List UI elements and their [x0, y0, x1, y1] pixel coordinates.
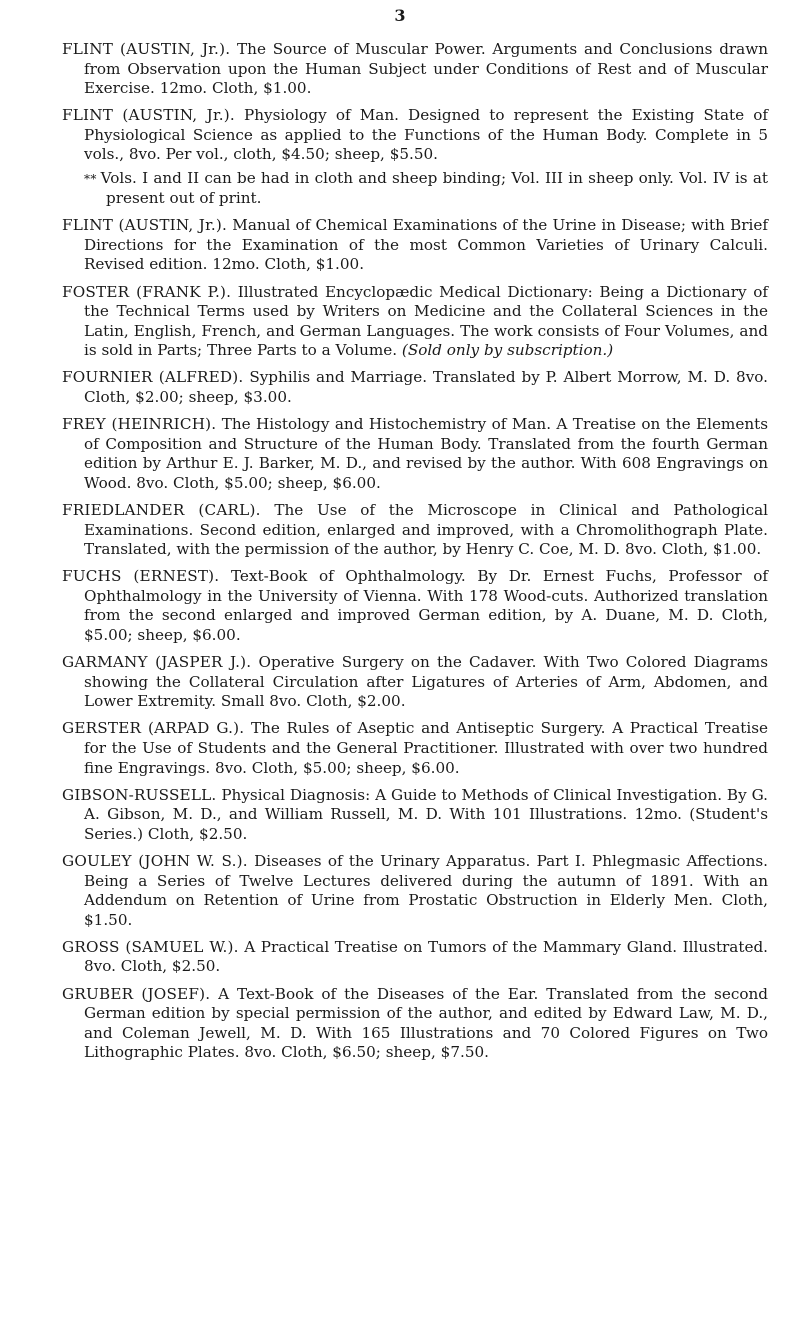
entry-author: FOSTER (FRANK P.).: [62, 282, 232, 301]
page-number: 3: [394, 6, 406, 25]
catalog-entry: [62, 567, 768, 645]
entry-text: The Source of Muscular Power. Arguments and Conclusions drawn from Observation upon the Human Subject under Conditions of Rest and of Muscular Exercise. 12mo. Cloth, $1.00.: [84, 40, 769, 98]
entry-text: Physical Diagnosis: A Guide to Methods of Clinical Investigation. By G. A. Gibson, M. D., and William Russell, M. D. With 101 Illustrations. 12mo. (Student's Series.) Cloth, $2.50.: [84, 785, 768, 843]
entry-author: GROSS (SAMUEL W.).: [62, 937, 239, 956]
catalog-entry: [62, 985, 768, 1063]
catalog-entry: [62, 415, 768, 493]
entry-text: The Rules of Aseptic and Antiseptic Surgery. A Practical Treatise for the Use of Students and the General Practitioner. Illustrated with over two hundred fine Engravings. 8vo. Cloth, $5.00; sheep, $6.00.: [84, 719, 768, 777]
entry-text: Diseases of the Urinary Apparatus. Part I. Phlegmasic Affections. Being a Series of Twelve Lectures delivered during the autumn of 1891. With an Addendum on Retention of Urine from Prostatic Obstruction in Elderly Men. Cloth, $1.50.: [84, 851, 768, 929]
entry-author: FRIEDLANDER (CARL).: [62, 500, 261, 519]
entry-italic-note: (Sold only by subscription.): [401, 341, 614, 360]
catalog-entry: [62, 938, 768, 977]
catalog-entry: [62, 786, 768, 845]
entry-author: FLINT (AUSTIN, Jr.).: [62, 106, 235, 125]
catalog-entry: [62, 852, 768, 930]
entry-author: FLINT (AUSTIN, Jr.).: [62, 40, 231, 58]
catalog-entry: [62, 653, 768, 712]
catalog-entry: [62, 719, 768, 778]
entry-text: Syphilis and Marriage. Translated by P. Albert Morrow, M. D. 8vo. Cloth, $2.00; sheep, $3.00.: [84, 368, 768, 406]
catalog-entries: [62, 40, 768, 1070]
asterism-mark: * *: [84, 171, 96, 186]
entry-author: GRUBER (JOSEF).: [62, 984, 211, 1003]
catalog-entry: [62, 283, 768, 361]
entry-author: GARMANY (JASPER J.).: [62, 653, 252, 672]
entry-author: GOULEY (JOHN W. S.).: [62, 851, 248, 870]
entry-text: Illustrated Encyclopædic Medical Dictionary: Being a Dictionary of the Technical Terms used by Writers on Medicine and the Collateral Sciences in the Latin, English, French, and German Languages. The work consists of Four Volumes, and is sold in Parts; Three Parts to a Volume.: [84, 282, 768, 360]
catalog-entry: [62, 106, 768, 165]
entry-text: A Practical Treatise on Tumors of the Mammary Gland. Illustrated. 8vo. Cloth, $2.50.: [84, 937, 769, 976]
catalog-entry-note: [62, 169, 768, 209]
catalog-entry: [62, 216, 768, 275]
entry-author: GERSTER (ARPAD G.).: [62, 719, 245, 738]
catalog-entry: [62, 501, 768, 560]
entry-text: A Text-Book of the Diseases of the Ear. Translated from the second German edition by special permission of the author, and edited by Edward Law, M. D., and Coleman Jewell, M. D. With 165 Illustrations and 70 Colored Figures on Two Lithographic Plates. 8vo. Cloth, $6.50; sheep, $7.50.: [84, 984, 768, 1062]
entry-author: FLINT (AUSTIN, Jr.).: [62, 216, 228, 235]
entry-author: FUCHS (ERNEST).: [62, 567, 220, 586]
catalog-entry: [62, 40, 768, 99]
catalog-entry: [62, 368, 768, 407]
entry-text: Text-Book of Ophthalmology. By Dr. Ernest Fuchs, Professor of Ophthalmology in the University of Vienna. With 178 Wood-cuts. Authorized translation from the second enlarged and improved German edition, by A. Duane, M. D. Cloth, $5.00; sheep, $6.00.: [84, 567, 769, 645]
entry-text: Manual of Chemical Examinations of the Urine in Disease; with Brief Directions for the Examination of the most Common Varieties of Urinary Calculi. Revised edition. 12mo. Cloth, $1.00.: [84, 216, 769, 274]
entry-author: GIBSON-RUSSELL.: [62, 785, 217, 804]
entry-text: The Histology and Histochemistry of Man. A Treatise on the Elements of Composition and Structure of the Human Body. Translated from the fourth German edition by Arthur E. J. Barker, M. D., and revised by the author. With 608 Engravings on Wood. 8vo. Cloth, $5.00; sheep, $6.00.: [84, 415, 768, 492]
entry-text: Operative Surgery on the Cadaver. With Two Colored Diagrams showing the Collateral Circulation after Ligatures of Arteries of Arm, Abdomen, and Lower Extremity. Small 8vo. Cloth, $2.00.: [84, 653, 769, 711]
entry-author: FOURNIER (ALFRED).: [62, 368, 244, 387]
entry-author: FREY (HEINRICH).: [62, 415, 217, 434]
entry-note-text: Vols. I and II can be had in cloth and sheep binding; Vol. III in sheep only. Vol. IV is at present out of print.: [95, 168, 768, 208]
entry-text: The Use of the Microscope in Clinical and Pathological Examinations. Second edition, enlarged and improved, with a Chromolithograph Plate. Translated, with the permission of the author, by Henry C. Coe, M. D. 8vo. Cloth, $1.00.: [84, 500, 768, 559]
entry-text: Physiology of Man. Designed to represent the Existing State of Physiological Science as applied to the Functions of the Human Body. Complete in 5 vols., 8vo. Per vol., cloth, $4.50; sheep, $5.50.: [84, 106, 769, 164]
